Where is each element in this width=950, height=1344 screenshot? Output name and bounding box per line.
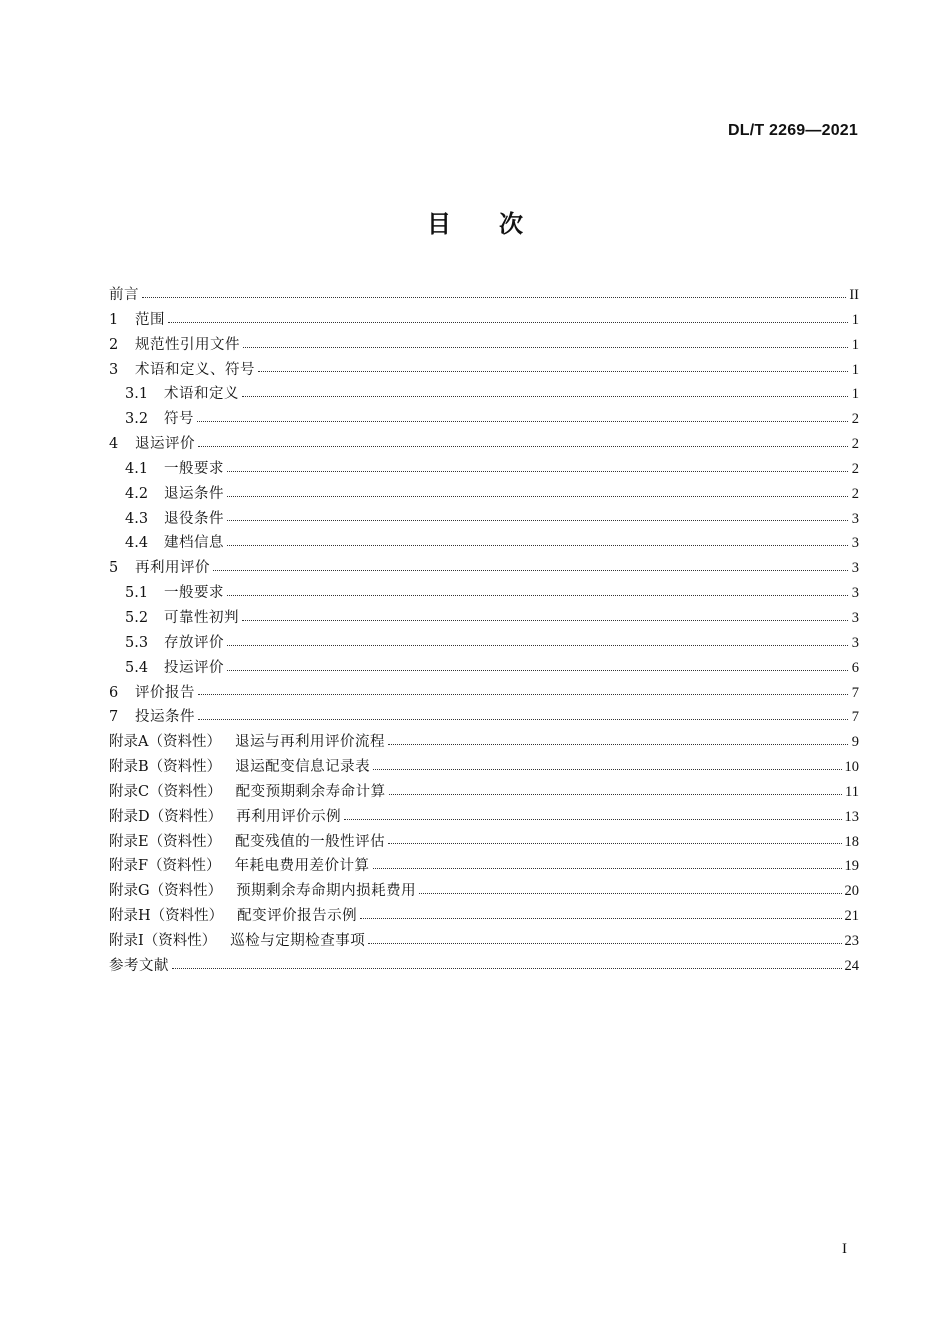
toc-entry-page: 2 bbox=[851, 485, 859, 502]
toc-entry-page: 3 bbox=[851, 510, 859, 527]
toc-entry-page: 3 bbox=[851, 560, 859, 577]
toc-entry-title: 配变评价报告示例 bbox=[237, 908, 358, 925]
toc-dot-leader bbox=[142, 296, 846, 298]
toc-entry-title: 评价报告 bbox=[135, 684, 195, 701]
toc-entry[interactable] bbox=[109, 805, 859, 830]
page-number: I bbox=[842, 1241, 847, 1257]
toc-entry[interactable] bbox=[109, 904, 859, 929]
toc-entry-number: 附录E（资料性） bbox=[109, 833, 222, 850]
toc-entry-page: 1 bbox=[851, 336, 859, 353]
toc-entry[interactable] bbox=[109, 954, 859, 979]
toc-dot-leader bbox=[388, 743, 848, 745]
toc-entry-number: 4.2 bbox=[125, 485, 149, 502]
toc-entry-page: 23 bbox=[844, 932, 859, 949]
toc-entry-page: 3 bbox=[851, 634, 859, 651]
toc-entry-page: II bbox=[849, 287, 859, 303]
toc-dot-leader bbox=[373, 768, 841, 770]
toc-entry-page: 1 bbox=[851, 311, 859, 328]
toc-entry-page: 21 bbox=[844, 908, 859, 925]
toc-dot-leader bbox=[419, 892, 841, 894]
toc-entry[interactable] bbox=[109, 333, 859, 358]
toc-entry-title: 建档信息 bbox=[164, 535, 224, 552]
toc-title: 目次 bbox=[427, 210, 571, 238]
toc-entry-number: 附录D（资料性） bbox=[109, 808, 223, 825]
toc-entry-page: 2 bbox=[851, 460, 859, 477]
toc-entry-title: 规范性引用文件 bbox=[135, 336, 240, 353]
toc-dot-leader bbox=[227, 470, 848, 472]
toc-entry[interactable] bbox=[109, 606, 859, 631]
toc-entry-title: 可靠性初判 bbox=[164, 609, 239, 626]
toc-entry-page: 1 bbox=[851, 386, 859, 403]
toc-dot-leader bbox=[198, 718, 848, 720]
toc-entry-title: 一般要求 bbox=[164, 585, 224, 602]
toc-entry[interactable] bbox=[109, 407, 859, 432]
toc-dot-leader bbox=[227, 519, 848, 521]
toc-dot-leader bbox=[227, 669, 848, 671]
toc-entry[interactable] bbox=[109, 780, 859, 805]
toc-dot-leader bbox=[242, 619, 848, 621]
toc-entry[interactable] bbox=[109, 631, 859, 656]
toc-entry[interactable] bbox=[109, 929, 859, 954]
toc-entry-page: 10 bbox=[844, 759, 859, 776]
toc-entry[interactable] bbox=[109, 705, 859, 730]
toc-entry-number: 附录G（资料性） bbox=[109, 883, 223, 900]
toc-entry-page: 6 bbox=[851, 659, 859, 676]
toc-dot-leader bbox=[227, 544, 848, 546]
toc-dot-leader bbox=[368, 942, 841, 944]
toc-entry[interactable] bbox=[109, 830, 859, 855]
toc-entry-title: 参考文献 bbox=[109, 957, 169, 974]
toc-entry-number: 附录H（资料性） bbox=[109, 908, 224, 925]
toc-dot-leader bbox=[389, 793, 842, 795]
toc-entry-number: 5.2 bbox=[125, 609, 149, 626]
toc-dot-leader bbox=[360, 917, 841, 919]
toc-entry-page: 11 bbox=[845, 783, 859, 800]
toc-entry[interactable] bbox=[109, 358, 859, 383]
toc-entry[interactable] bbox=[109, 531, 859, 556]
toc-entry[interactable] bbox=[109, 656, 859, 681]
toc-entry-title: 一般要求 bbox=[164, 460, 224, 477]
toc-entry-number: 3 bbox=[109, 361, 119, 378]
toc-dot-leader bbox=[197, 420, 848, 422]
toc-entry-title: 退运评价 bbox=[135, 436, 195, 453]
toc-entry-title: 前言 bbox=[109, 287, 139, 303]
toc-entry-number: 附录A（资料性） bbox=[109, 734, 221, 751]
toc-entry-title: 退运与再利用评价流程 bbox=[234, 734, 385, 751]
toc-entry-number: 5.1 bbox=[125, 585, 149, 602]
toc-dot-leader bbox=[227, 495, 848, 497]
toc-entry[interactable] bbox=[109, 879, 859, 904]
toc-entry-number: 5.4 bbox=[125, 659, 149, 676]
toc-entry-title: 术语和定义 bbox=[164, 386, 239, 403]
toc-dot-leader bbox=[172, 967, 842, 969]
toc-entry-page: 3 bbox=[851, 609, 859, 626]
toc-entry-number: 4.4 bbox=[125, 535, 149, 552]
toc-dot-leader bbox=[198, 693, 848, 695]
toc-entry-title: 巡检与定期检查事项 bbox=[230, 932, 366, 949]
toc-dot-leader bbox=[388, 842, 841, 844]
toc-entry-title: 预期剩余寿命期内损耗费用 bbox=[236, 883, 417, 900]
toc-dot-leader bbox=[344, 818, 841, 820]
table-of-contents bbox=[109, 283, 859, 979]
toc-entry[interactable] bbox=[109, 457, 859, 482]
toc-entry-title: 退运配变信息记录表 bbox=[235, 759, 371, 776]
toc-entry[interactable] bbox=[109, 482, 859, 507]
toc-dot-leader bbox=[227, 644, 848, 646]
toc-entry-title: 术语和定义、符号 bbox=[135, 361, 255, 378]
toc-entry-number: 2 bbox=[109, 336, 119, 353]
toc-entry-page: 19 bbox=[844, 858, 859, 875]
toc-entry-page: 18 bbox=[844, 833, 859, 850]
toc-entry-number: 3.1 bbox=[125, 386, 149, 403]
toc-dot-leader bbox=[243, 346, 848, 348]
toc-entry[interactable] bbox=[109, 432, 859, 457]
toc-entry-page: 1 bbox=[851, 361, 859, 378]
toc-entry-number: 5.3 bbox=[125, 634, 149, 651]
toc-entry-page: 2 bbox=[851, 436, 859, 453]
toc-entry-page: 20 bbox=[844, 883, 859, 900]
toc-entry-number: 4.1 bbox=[125, 460, 149, 477]
toc-entry-page: 3 bbox=[851, 535, 859, 552]
toc-entry[interactable] bbox=[109, 730, 859, 755]
toc-entry-number: 1 bbox=[109, 311, 119, 328]
toc-entry-title: 年耗电费用差价计算 bbox=[234, 858, 370, 875]
toc-entry-title: 投运评价 bbox=[164, 659, 224, 676]
toc-entry[interactable] bbox=[109, 507, 859, 532]
toc-dot-leader bbox=[227, 594, 848, 596]
toc-entry-title: 符号 bbox=[164, 411, 194, 428]
toc-entry[interactable] bbox=[109, 308, 859, 333]
toc-dot-leader bbox=[198, 445, 848, 447]
toc-entry-title: 存放评价 bbox=[164, 634, 224, 651]
toc-entry-title: 范围 bbox=[135, 311, 165, 328]
toc-entry[interactable] bbox=[109, 681, 859, 706]
standard-code: DL/T 2269—2021 bbox=[728, 122, 858, 139]
toc-entry-page: 9 bbox=[851, 734, 859, 751]
toc-entry-title: 退役条件 bbox=[164, 510, 224, 527]
toc-entry[interactable] bbox=[109, 283, 859, 308]
toc-entry-title: 再利用评价示例 bbox=[236, 808, 342, 825]
toc-entry[interactable] bbox=[109, 556, 859, 581]
toc-entry-number: 6 bbox=[109, 684, 119, 701]
toc-dot-leader bbox=[373, 867, 842, 869]
toc-entry-title: 配变预期剩余寿命计算 bbox=[235, 783, 386, 800]
toc-entry[interactable] bbox=[109, 382, 859, 407]
toc-entry-page: 2 bbox=[851, 411, 859, 428]
toc-entry-number: 附录C（资料性） bbox=[109, 783, 222, 800]
toc-dot-leader bbox=[168, 321, 848, 323]
toc-dot-leader bbox=[258, 370, 848, 372]
toc-entry[interactable] bbox=[109, 755, 859, 780]
toc-entry[interactable] bbox=[109, 854, 859, 879]
toc-entry-title: 退运条件 bbox=[164, 485, 224, 502]
toc-entry-title: 投运条件 bbox=[135, 709, 195, 726]
toc-entry-title: 配变残值的一般性评估 bbox=[235, 833, 386, 850]
toc-entry-page: 24 bbox=[844, 957, 859, 974]
toc-entry-number: 附录B（资料性） bbox=[109, 759, 222, 776]
toc-entry-number: 3.2 bbox=[125, 411, 149, 428]
toc-entry-number: 附录F（资料性） bbox=[109, 858, 221, 875]
toc-entry-number: 7 bbox=[109, 709, 119, 726]
toc-entry[interactable] bbox=[109, 581, 859, 606]
toc-entry-title: 再利用评价 bbox=[135, 560, 210, 577]
toc-dot-leader bbox=[213, 569, 848, 571]
toc-entry-number: 4 bbox=[109, 436, 119, 453]
toc-entry-page: 7 bbox=[851, 684, 859, 701]
toc-entry-page: 13 bbox=[844, 808, 859, 825]
toc-entry-page: 7 bbox=[851, 709, 859, 726]
toc-entry-page: 3 bbox=[851, 585, 859, 602]
toc-entry-number: 4.3 bbox=[125, 510, 149, 527]
toc-dot-leader bbox=[242, 395, 848, 397]
toc-entry-number: 附录I（资料性） bbox=[109, 932, 217, 949]
toc-entry-number: 5 bbox=[109, 560, 119, 577]
